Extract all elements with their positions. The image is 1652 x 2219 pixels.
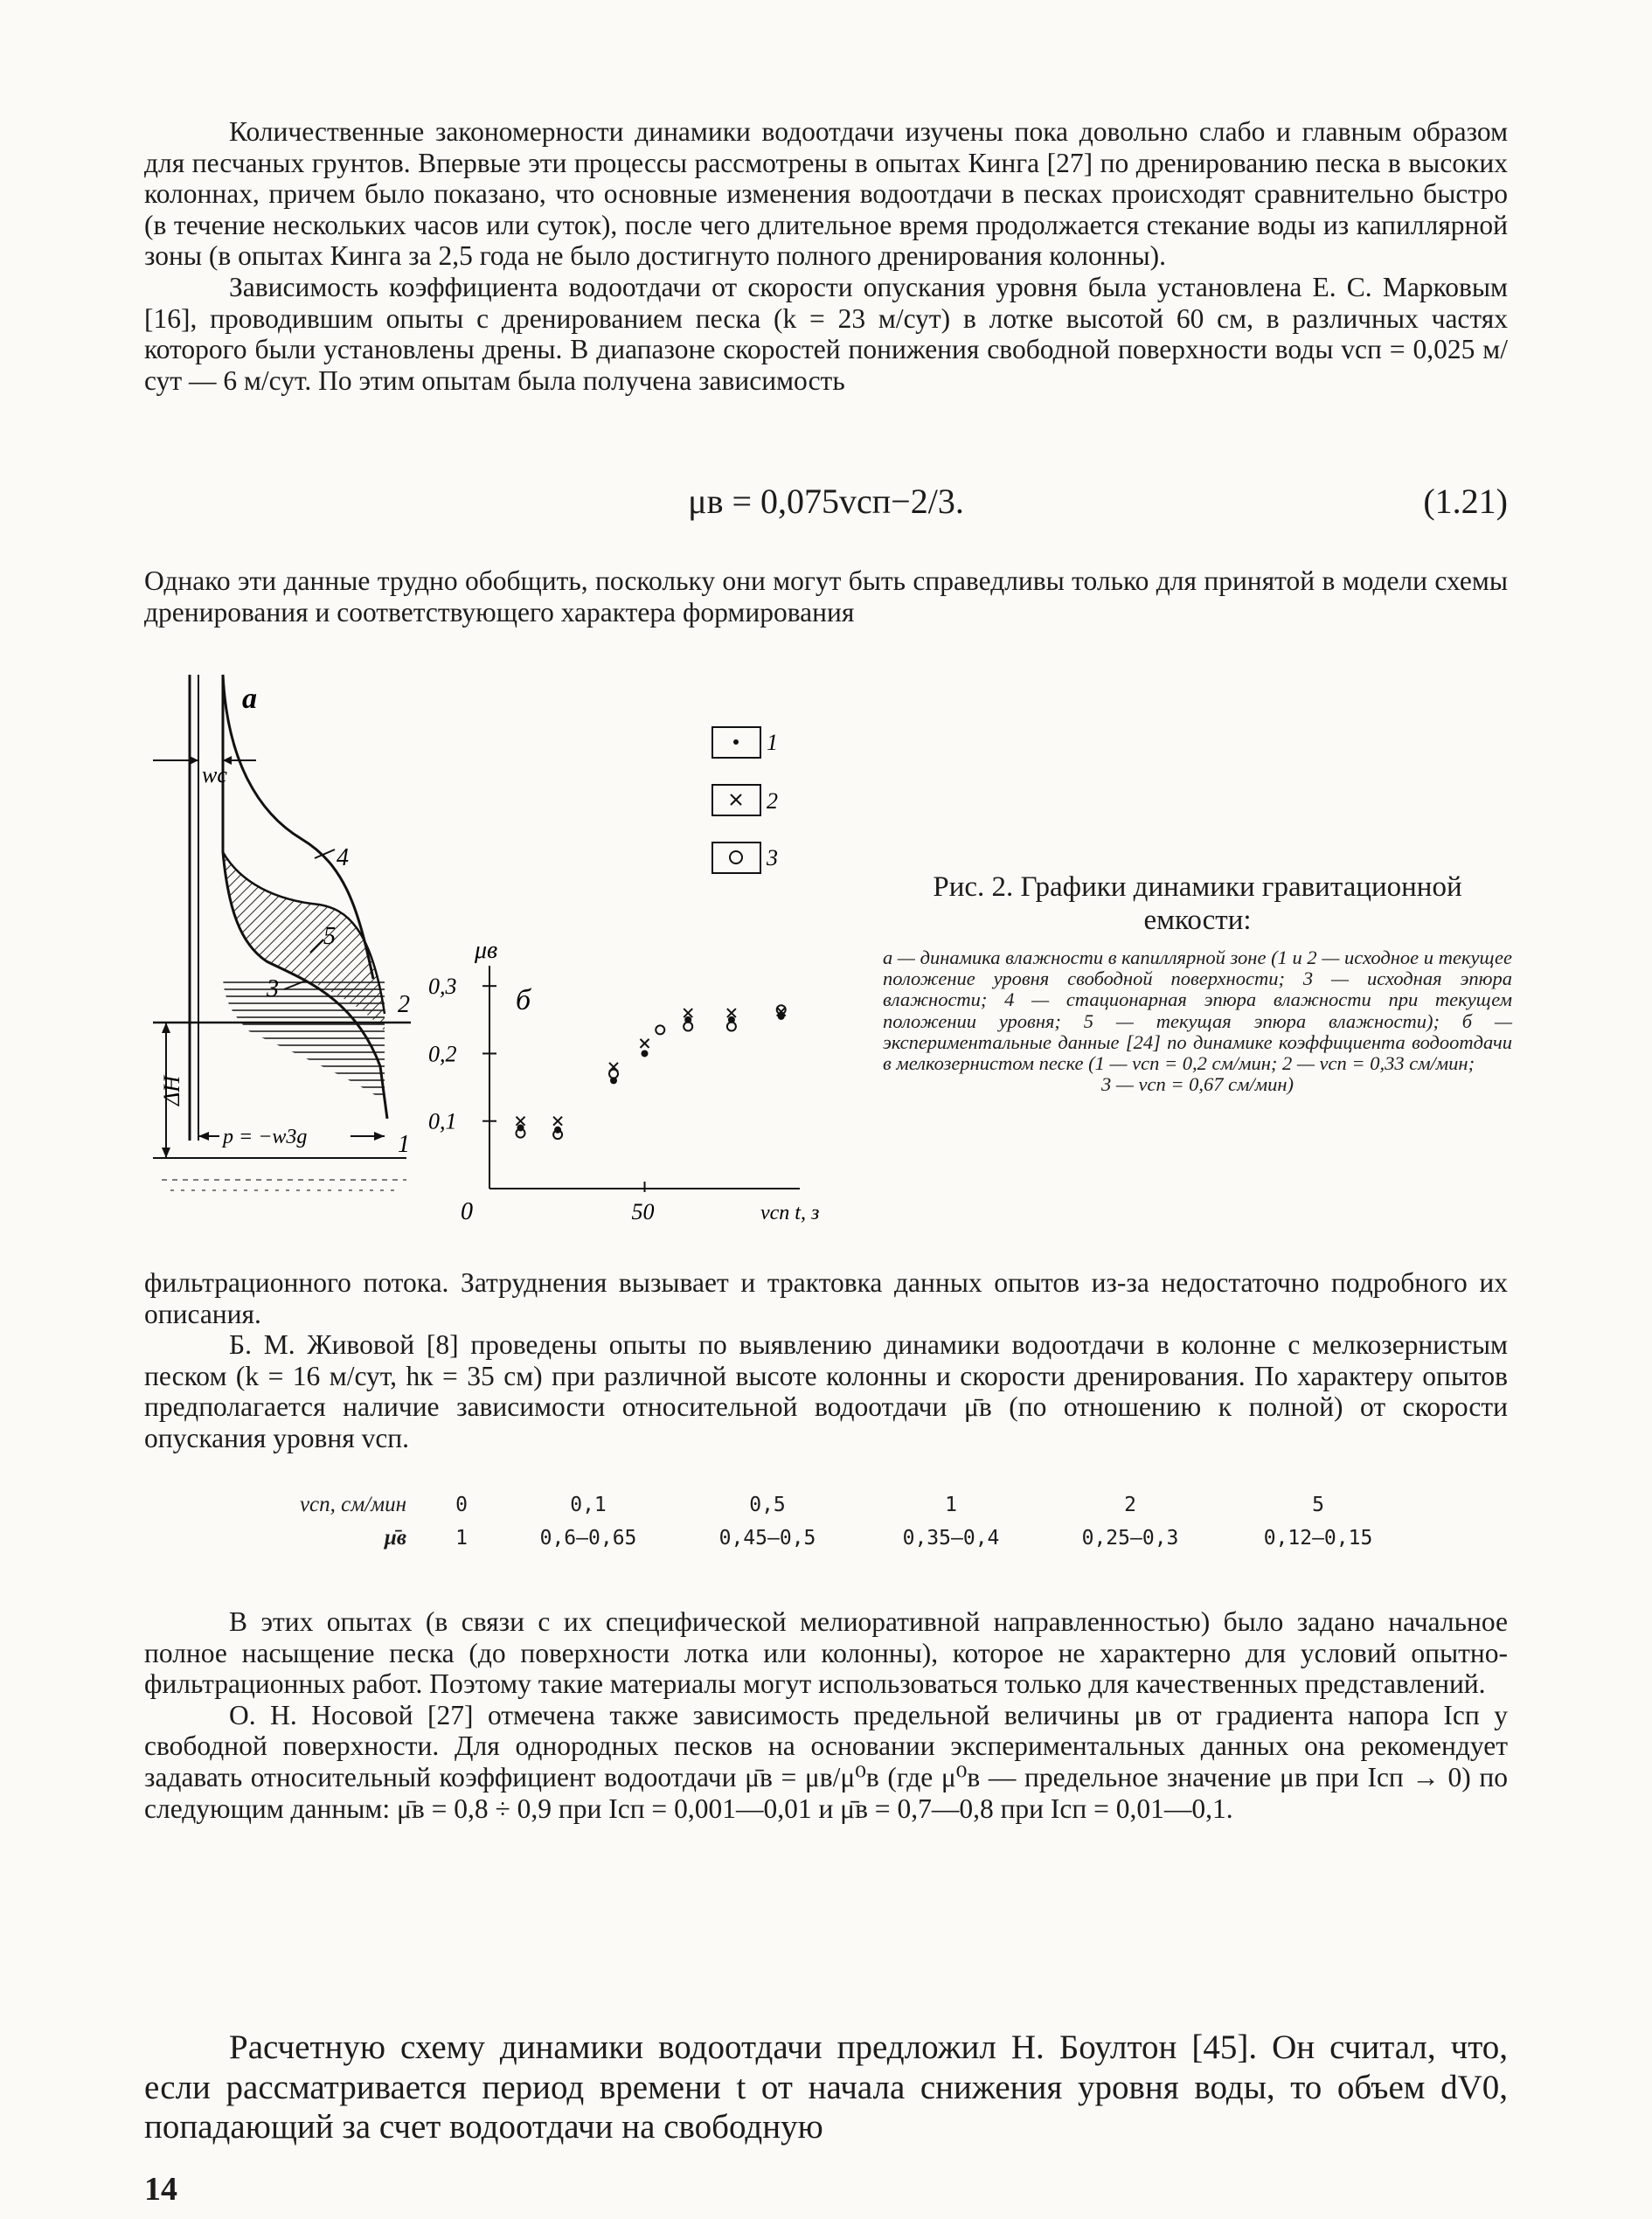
data-points xyxy=(517,1005,786,1139)
table-cell: 0,25—0,3 xyxy=(1081,1527,1179,1550)
y-tick-label: 0,3 xyxy=(428,974,457,1000)
text-block-top xyxy=(144,116,1508,396)
legend-label-2: 2 xyxy=(767,788,778,814)
paragraph: Количественные закономерности динамики водоотдачи изучены пока довольно слабо и главным образом для песчаных грунтов. Впервые эти процессы рассмотрены в опытах Кинга [27] по дренированию песка в высоких колоннах, причем было показано, что основные изменения водоотдачи в песках происходят сравнительно быстро (в течение нескольких часов или суток), после чего длительное время продолжается стекание воды из капиллярной зоны (в опытах Кинга за 2,5 года не было достигнуто полного дренирования колонны). xyxy=(144,116,1508,272)
table-cell: 0,12—0,15 xyxy=(1263,1527,1373,1550)
paragraph: В этих опытах (в связи с их специфической мелиоративной направленностью) было задано начальное полное насыщение песка (до поверхности лотка или колонны), которое не характерно для условий опытно-фильтрационных работ. Поэтому такие материалы могут использоваться только для качественных представлений. xyxy=(144,1606,1508,1700)
arrowhead xyxy=(190,756,198,765)
equation-formula: μв = 0,075vсп−2/3. xyxy=(688,482,964,521)
legend-label-1: 1 xyxy=(767,730,778,755)
panel-a-label: а xyxy=(242,683,257,715)
point-series-3 xyxy=(727,1023,736,1031)
paragraph: фильтрационного потока. Затруднения вызывает и трактовка данных опытов из-за недостаточно подробного их описания. xyxy=(144,1267,1508,1329)
point-series-2 xyxy=(553,1117,562,1126)
arrowhead xyxy=(198,1132,209,1141)
table-row xyxy=(232,1488,1419,1522)
table-cell: 0,35—0,4 xyxy=(902,1527,1000,1550)
legend-circle-symbol xyxy=(730,851,742,863)
equation-number: (1.21) xyxy=(1423,482,1508,521)
table-cell: 1 xyxy=(945,1494,957,1516)
table-cell: 0,6—0,65 xyxy=(539,1527,637,1550)
table-row xyxy=(232,1522,1419,1555)
equation-1-21 xyxy=(144,481,1508,524)
level-1-label: 1 xyxy=(398,1131,410,1158)
caption-body: а — динамика влажности в капиллярной зоне (1 и 2 — исходное и текущее положение уровня свободной поверхности; 3 — исходная эпюра влажности; 4 — стационарная эпюра влажности при текущем положении уровня; 5 — текущая эпюра влажности); б — экспериментальные данные [24] по динамике коэффициента водоотдачи в мелкозернистом песке (1 — vсп = 0,2 см/мин; 2 — vсп = 0,33 см/мин; xyxy=(883,947,1512,1075)
panel-b xyxy=(428,727,819,1225)
panel-b-label: б xyxy=(516,984,531,1016)
table-cell: 5 xyxy=(1312,1494,1324,1516)
x-axis-label: vсп t, з xyxy=(760,1202,820,1224)
point-series-2 xyxy=(684,1009,692,1017)
origin-label: 0 xyxy=(461,1198,473,1225)
legend-dot-symbol xyxy=(733,739,739,745)
p-label: p = −w3g xyxy=(223,1126,308,1148)
hatched-zone-below-level xyxy=(223,979,385,1101)
table-row-label: vсп, см/мин xyxy=(299,1493,406,1516)
table-cell: 0,1 xyxy=(570,1494,607,1516)
table-cell: 1 xyxy=(455,1527,468,1550)
wc-label: wc xyxy=(202,762,227,787)
point-series-1 xyxy=(642,1050,649,1057)
paragraph-large: Расчетную схему динамики водоотдачи предложил Н. Боултон [45]. Он считал, что, если рассматривается период времени t от начала снижения уровня воды, то объем dV0, попадающий за счет водоотдачи на свободную xyxy=(144,2028,1508,2146)
table-cell: 0,5 xyxy=(749,1494,786,1516)
legend-label-3: 3 xyxy=(767,845,778,870)
y-ticks xyxy=(428,974,496,1134)
point-series-2 xyxy=(641,1039,649,1048)
point-series-2 xyxy=(727,1009,736,1017)
panel-a xyxy=(153,675,411,1190)
curve-3-label: 3 xyxy=(267,975,279,1002)
paragraph: Б. М. Живовой [8] проведены опыты по выявлению динамики водоотдачи в колонне с мелкозернистым песком (k = 16 м/сут, hк = 35 см) при различной высоте колонны и скорости дренирования. По характеру опытов предполагается наличие зависимости относительной водоотдачи μ̄в (по отношению к полной) от скорости опускания уровня vсп. xyxy=(144,1329,1508,1453)
level-2-label: 2 xyxy=(398,991,410,1018)
paragraph: Зависимость коэффициента водоотдачи от скорости опускания уровня была установлена Е. С. Марковым [16], проводившим опыты с дренированием песка (k = 23 м/сут) в лотке высотой 60 см, в различных частях которого были установлены дрены. В диапазоне скоростей понижения свободной поверхности воды vсп = 0,025 м/сут — 6 м/сут. По этим опытам была получена зависимость xyxy=(144,271,1508,396)
data-table xyxy=(232,1488,1419,1555)
caption-last-line: 3 — vсп = 0,67 см/мин) xyxy=(1100,1073,1295,1096)
x-tick-label: 50 xyxy=(631,1199,655,1224)
table-cell: 2 xyxy=(1124,1494,1136,1516)
table-cell: 0,45—0,5 xyxy=(718,1527,816,1550)
point-series-3 xyxy=(684,1023,692,1031)
point-series-3 xyxy=(656,1025,664,1034)
legend-box-3 xyxy=(712,843,760,873)
delta-h-label: ΔH xyxy=(159,1075,184,1106)
text-block-after-figure xyxy=(144,1267,1508,1454)
caption-title: Рис. 2. Графики динамики гравитационной емкости: xyxy=(933,871,1462,936)
paragraph: О. Н. Носовой [27] отмечена также зависимость предельной величины μв от градиента напора Iсп у свободной поверхности. Для однородных песков на основании экспериментальных данных она рекомендует задавать относительный коэффициент водоотдачи μ̄в = μв/μ⁰в (где μ⁰в — предельное значение μв при Iсп → 0) по следующим данным: μ̄в = 0,8 ÷ 0,9 при Iсп = 0,001—0,01 и μ̄в = 0,7—0,8 при Iсп = 0,01—0,1. xyxy=(144,1699,1508,1824)
arrowhead xyxy=(162,1148,170,1158)
y-axis-label: μв xyxy=(475,937,498,964)
text-block-after-equation xyxy=(144,565,1508,628)
text-block-after-table xyxy=(144,1606,1508,1824)
page-number: 14 xyxy=(144,2171,177,2208)
arrowhead xyxy=(162,1023,170,1033)
arrowhead xyxy=(374,1132,385,1141)
figure-caption xyxy=(883,870,1512,1095)
curve-4-label: 4 xyxy=(337,844,349,871)
figure-2 xyxy=(144,664,883,1232)
paragraph: Однако эти данные трудно обобщить, поскольку они могут быть справедливы только для принятой в модели схемы дренирования и соответствующего характера формирования xyxy=(144,565,1508,628)
y-tick-label: 0,1 xyxy=(428,1108,457,1134)
point-series-2 xyxy=(517,1117,525,1126)
curve-5-label: 5 xyxy=(323,923,336,950)
table-row-label: μ̄в xyxy=(384,1526,406,1550)
legend xyxy=(712,727,778,873)
point-series-3 xyxy=(609,1070,618,1078)
table-cell: 0 xyxy=(455,1494,468,1516)
y-tick-label: 0,2 xyxy=(428,1041,457,1067)
